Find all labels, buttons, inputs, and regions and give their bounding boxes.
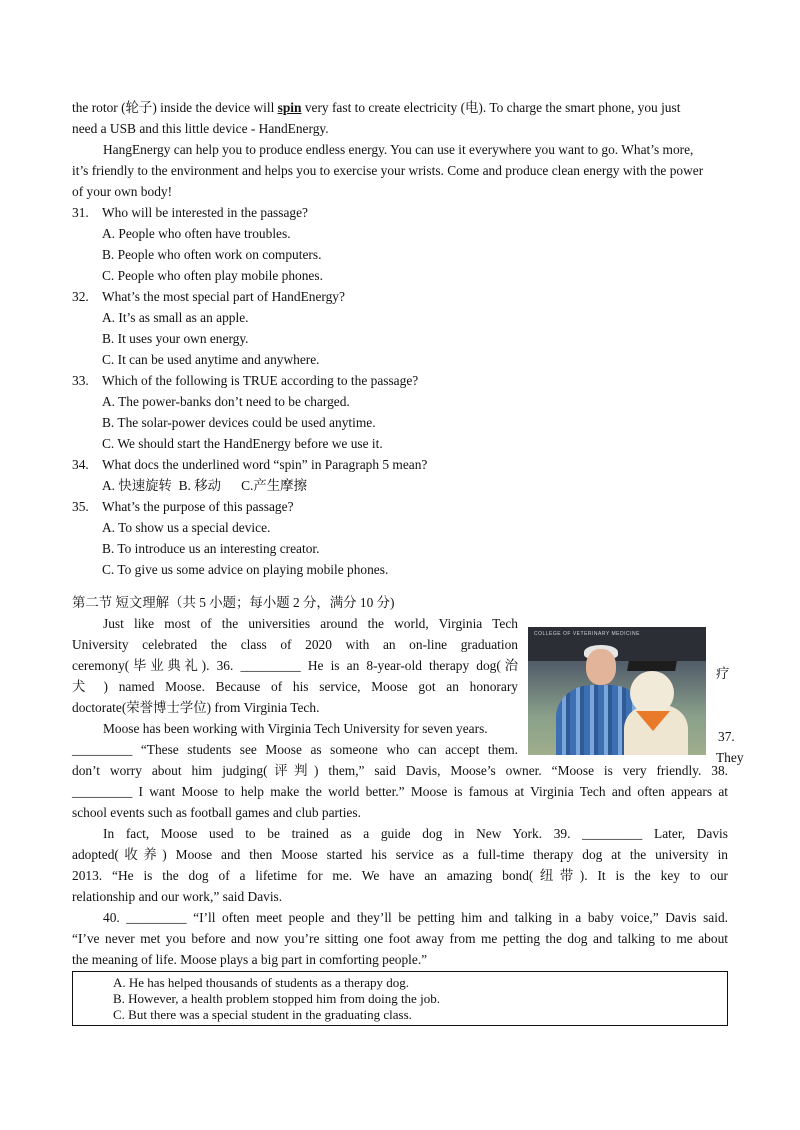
photo-sign-text: COLLEGE OF VETERINARY MEDICINE — [534, 631, 640, 637]
passage-line: need a USB and this little device - HandEnergy. — [72, 121, 329, 136]
answer-option: B. It uses your own energy. — [102, 331, 249, 346]
section-heading: 第二节 短文理解（共 5 小题；每小题 2 分，满分 10 分) — [72, 595, 395, 610]
answer-option: A. It’s as small as an apple. — [102, 310, 249, 325]
passage-line: school events such as football games and club parties. — [72, 805, 361, 820]
right-edge-they: They — [716, 750, 744, 765]
question-number: 31. — [72, 205, 89, 220]
passage-line: of your own body! — [72, 184, 173, 199]
answer-option: A. 快速旋转 B. 移动 C.产生摩擦 — [102, 478, 307, 493]
question-number: 35. — [72, 499, 89, 514]
answer-option: C. People who often play mobile phones. — [102, 268, 323, 283]
answer-option: A. The power-banks don’t need to be charged. — [102, 394, 350, 409]
underlined-word-spin: spin — [277, 100, 302, 115]
passage-line: Just like most of the universities around the world, Virginia Tech — [103, 616, 518, 631]
passage-line: HangEnergy can help you to produce endless energy. You can use it everywhere you want to go. What’s more, — [103, 142, 694, 157]
answer-option: B. To introduce us an interesting creator. — [102, 541, 320, 556]
question-text: What’s the purpose of this passage? — [102, 499, 294, 514]
passage-line: “I’ve never met you before and now you’re sitting one foot away from me petting the dog and talking to me about — [72, 931, 728, 946]
passage-line: _________ “These students see Moose as someone who can accept them. — [72, 742, 518, 757]
question-text: Who will be interested in the passage? — [102, 205, 308, 220]
choice-item: C. But there was a special student in the graduating class. — [113, 1007, 412, 1022]
passage-line: University celebrated the class of 2020 with an on-line graduation — [72, 637, 518, 652]
question-number: 32. — [72, 289, 89, 304]
passage-line: doctorate(荣誉博士学位) from Virginia Tech. — [72, 700, 320, 715]
passage-line: 2013. “He is the dog of a lifetime for me. We have an amazing bond(纽带). It is the key to our — [72, 868, 728, 883]
answer-option: C. It can be used anytime and anywhere. — [102, 352, 320, 367]
choice-item: B. However, a health problem stopped him from doing the job. — [113, 991, 440, 1006]
passage-line: 40. _________ “I’ll often meet people and they’ll be petting him and talking in a baby voice,” Davis said. — [103, 910, 728, 925]
right-edge-liao: 疗 — [716, 666, 730, 681]
passage-line: it’s friendly to the environment and helps you to exercise your wrists. Come and produce clean energy with the power — [72, 163, 704, 178]
question-number: 34. — [72, 457, 89, 472]
passage-line: In fact, Moose used to be trained as a guide dog in New York. 39. _________ Later, Davis — [103, 826, 728, 841]
passage-text: very fast to create electricity (电). To charge the smart phone, you just — [301, 100, 681, 115]
moose-graduation-photo — [528, 627, 706, 755]
passage-line: Moose has been working with Virginia Tech University for seven years. — [103, 721, 488, 736]
answer-option: B. The solar-power devices could be used anytime. — [102, 415, 376, 430]
passage-line: adopted(收养) Moose and then Moose started his service as a full-time therapy dog at the university in — [72, 847, 728, 862]
passage-line: relationship and our work,” said Davis. — [72, 889, 283, 904]
answer-option: C. We should start the HandEnergy before we use it. — [102, 436, 383, 451]
passage-line: 犬 ) named Moose. Because of his service, Moose got an honorary — [72, 679, 518, 694]
question-text: Which of the following is TRUE according to the passage? — [102, 373, 419, 388]
passage-line: the meaning of life. Moose plays a big part in comforting people.” — [72, 952, 428, 967]
document-page — [72, 97, 744, 1026]
passage-line: ceremony(毕业典礼). 36. _________ He is an 8-year-old therapy dog(治 — [72, 658, 518, 673]
question-number: 33. — [72, 373, 89, 388]
choices-box — [72, 971, 728, 1026]
question-text: What’s the most special part of HandEnergy? — [102, 289, 345, 304]
passage-line: don’t worry about him judging(评判) them,” said Davis, Moose’s owner. “Moose is very friendly. 38. — [72, 763, 728, 778]
passage-line — [72, 97, 728, 118]
question-list — [72, 202, 728, 580]
answer-option: B. People who often work on computers. — [102, 247, 322, 262]
right-edge-37: 37. — [718, 729, 735, 744]
passage-line: _________ I want Moose to help make the world better.” Moose is famous at Virginia Tech and often appears at — [72, 784, 728, 799]
answer-option: C. To give us some advice on playing mobile phones. — [102, 562, 389, 577]
choice-item: A. He has helped thousands of students as a therapy dog. — [113, 975, 410, 990]
passage-text: the rotor (轮子) inside the device will — [72, 100, 278, 115]
answer-option: A. People who often have troubles. — [102, 226, 291, 241]
answer-option: A. To show us a special device. — [102, 520, 271, 535]
question-text: What docs the underlined word “spin” in Paragraph 5 mean? — [102, 457, 428, 472]
